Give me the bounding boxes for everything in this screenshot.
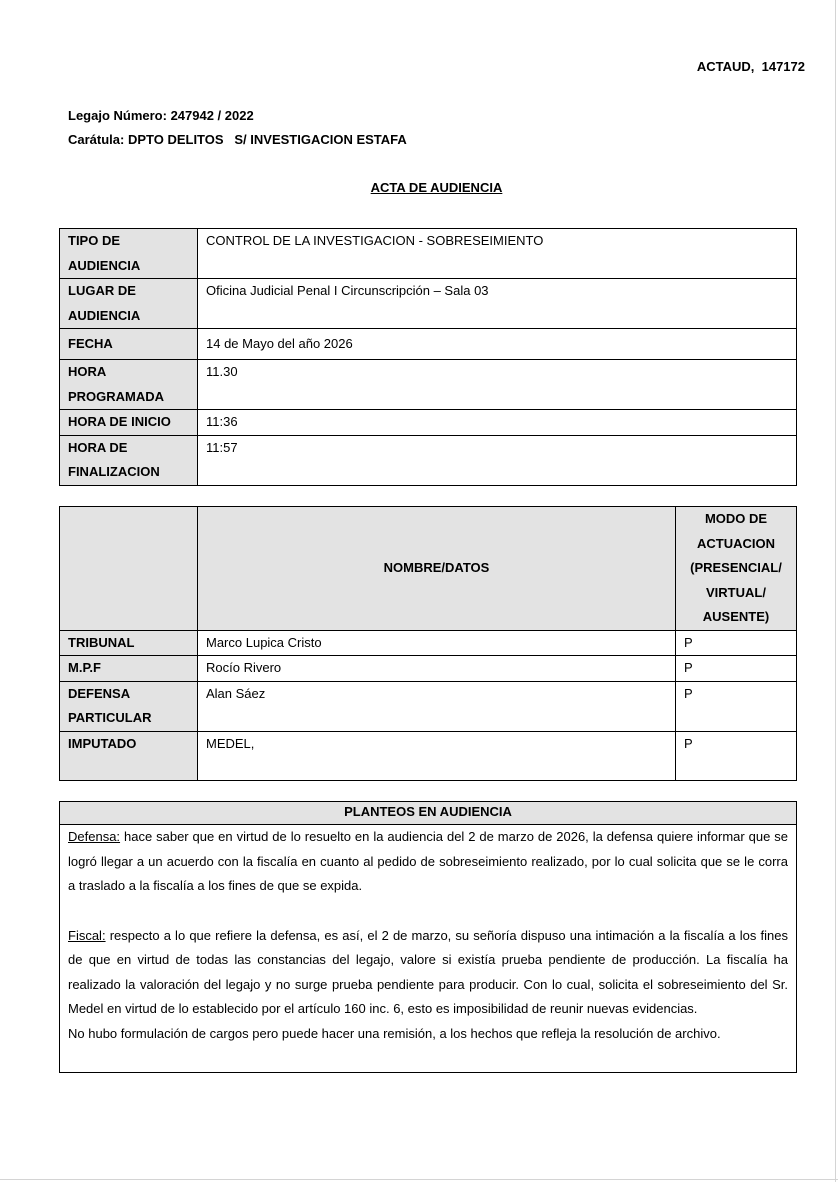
defensa-label: Defensa: [68,829,121,844]
participant-name: Rocío Rivero [198,656,676,682]
legajo-number: Legajo Número: 247942 / 2022 [68,108,254,123]
table-row [60,360,797,410]
header-name: NOMBRE/DATOS [198,507,676,631]
table-row [60,825,797,1073]
caratula: Carátula: DPTO DELITOS S/ INVESTIGACION ESTAFA [68,132,407,147]
detail-value: CONTROL DE LA INVESTIGACION - SOBRESEIMIENTO [198,229,797,279]
table-row [60,229,797,279]
page-edge-right [835,0,836,1182]
detail-label: HORA DE FINALIZACION [60,435,198,485]
detail-label: HORA DE INICIO [60,410,198,436]
participant-mode: P [676,656,797,682]
detail-value: 11:57 [198,435,797,485]
table-row [60,279,797,329]
participant-role: DEFENSA PARTICULAR [60,681,198,731]
detail-label: TIPO DE AUDIENCIA [60,229,198,279]
participant-name: Alan Sáez [198,681,676,731]
detail-label: HORA PROGRAMADA [60,360,198,410]
table-row [60,731,797,780]
detail-value: 11:36 [198,410,797,436]
document-code: ACTAUD, 147172 [696,59,805,74]
participants-table [59,506,797,781]
fiscal-text: respecto a lo que refiere la defensa, es así, el 2 de marzo, su señoría dispuso una intimación a la fiscalía a los fines de que en virtud de todas las constancias del legajo, valore si existía prueba pendiente de producción. La fiscalía ha realizado la valoración del legajo y no surge prueba pendiente para producir. Con lo cual, solicita el sobreseimiento del Sr. Medel en virtud de lo establecido por el artículo 160 inc. 6, esto es imposibilidad de reunir nuevas evidencias. [68,927,788,1016]
participant-name: MEDEL, [198,731,676,780]
fiscal-paragraph [68,924,788,1022]
header-mode: MODO DE ACTUACION (PRESENCIAL/ VIRTUAL/ AUSENTE) [676,507,797,631]
participant-mode: P [676,681,797,731]
planteos-table [59,801,797,1073]
participant-mode: P [676,731,797,780]
table-row [60,410,797,436]
detail-value: Oficina Judicial Penal I Circunscripción – Sala 03 [198,279,797,329]
table-row [60,329,797,360]
table-header-row [60,507,797,631]
participant-role: M.P.F [60,656,198,682]
defensa-text: hace saber que en virtud de lo resuelto en la audiencia del 2 de marzo de 2026, la defensa quiere informar que se logró llegar a un acuerdo con la fiscalía en cuanto al pedido de sobreseimiento realizado, por lo cual solicita que se le corra a traslado a la fiscalía a los fines de que se expida. [68,829,788,893]
hearing-details-table [59,228,797,486]
closing-paragraph: No hubo formulación de cargos pero puede hacer una remisión, a los hechos que refleja la resolución de archivo. [68,1025,721,1041]
detail-value: 11.30 [198,360,797,410]
table-row [60,681,797,731]
participant-mode: P [676,630,797,656]
participant-role: IMPUTADO [60,731,198,780]
detail-label: FECHA [60,329,198,360]
planteos-content [60,825,797,1073]
table-header-row [60,802,797,825]
fiscal-label: Fiscal: [68,927,106,943]
table-row [60,656,797,682]
header-blank-cell [60,507,198,631]
page-edge-bottom [0,1179,838,1180]
table-row [60,435,797,485]
detail-value: 14 de Mayo del año 2026 [198,329,797,360]
planteos-header: PLANTEOS EN AUDIENCIA [60,802,797,825]
detail-label: LUGAR DE AUDIENCIA [60,279,198,329]
participant-name: Marco Lupica Cristo [198,630,676,656]
table-row [60,630,797,656]
defensa-paragraph [68,825,788,899]
document-title: ACTA DE AUDIENCIA [370,180,503,195]
participant-role: TRIBUNAL [60,630,198,656]
